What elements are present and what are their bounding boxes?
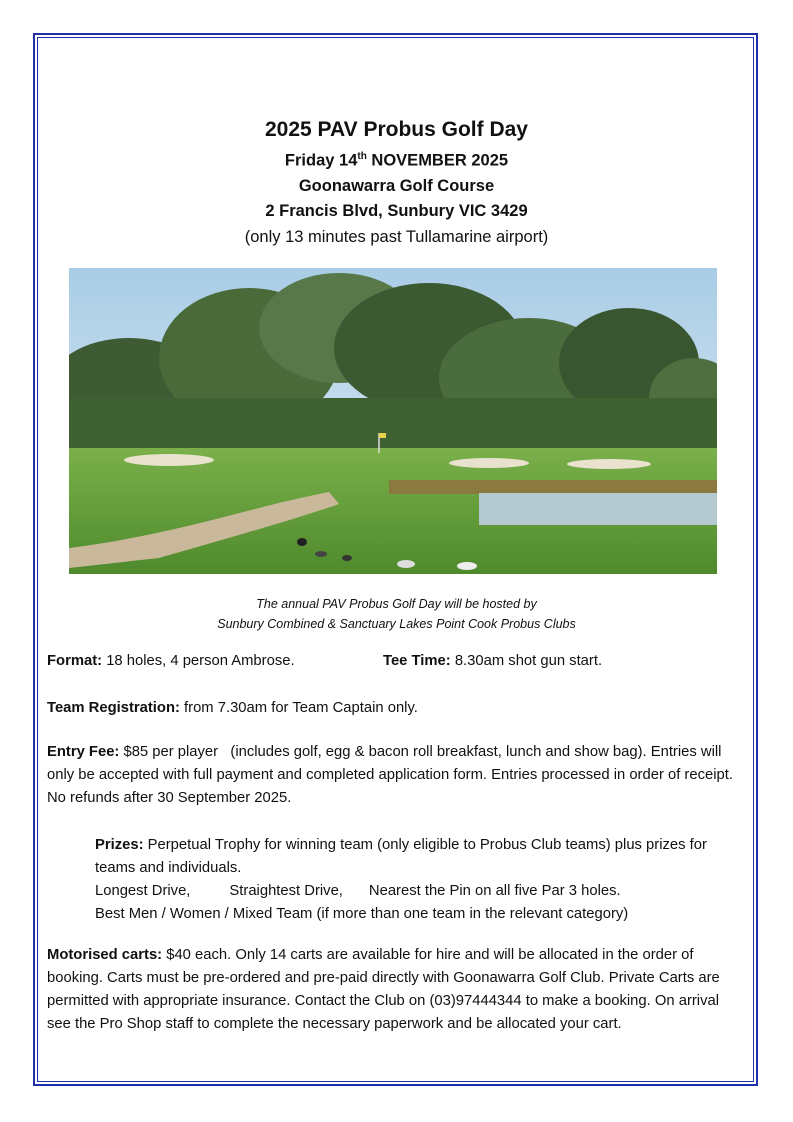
format-text: 18 holes, 4 person Ambrose. [102, 653, 295, 669]
event-venue: Goonawarra Golf Course [298, 176, 495, 195]
event-date-ordinal: th [357, 151, 367, 162]
prizes-text: Perpetual Trophy for winning team (only eligible to Probus Club teams) plus prizes for teams and individuals. [95, 837, 707, 876]
prize-nearest-pin: Nearest the Pin on all five Par 3 holes. [368, 883, 621, 899]
motorised-carts [47, 944, 737, 1036]
tee-time-label: Tee Time: [383, 653, 451, 669]
event-date-month-year: NOVEMBER 2025 [366, 151, 509, 170]
prize-straightest-drive: Straightest Drive, [229, 883, 343, 899]
caption-line-1: The annual PAV Probus Golf Day will be hosted by [256, 597, 537, 611]
registration-label: Team Registration: [47, 700, 180, 716]
prizes-label: Prizes: [95, 837, 144, 853]
prize-longest-drive: Longest Drive, [95, 883, 191, 899]
event-location-note: (only 13 minutes past Tullamarine airport) [244, 227, 549, 246]
carts-label: Motorised carts: [47, 947, 163, 963]
prizes-teams: Best Men / Women / Mixed Team (if more than one team in the relevant category) [95, 906, 629, 922]
prizes [95, 834, 735, 926]
format-line [47, 650, 737, 673]
photo-caption [60, 594, 733, 634]
event-header [40, 116, 753, 250]
golf-course-photo [69, 268, 717, 574]
registration-text: from 7.30am for Team Captain only. [179, 700, 418, 716]
format-label: Format: [47, 653, 103, 669]
entry-fee-text: $85 per player (includes golf, egg & bacon roll breakfast, lunch and show bag). Entries will only be accepted with full payment and completed application form. Entries processed in order of receipt. No refunds after 30 September 2025. [47, 744, 738, 806]
team-registration [47, 697, 737, 720]
event-date-day: Friday 14 [284, 151, 358, 170]
entry-fee [47, 741, 737, 810]
tee-time-text: 8.30am shot gun start. [450, 653, 603, 669]
prizes-individual [95, 880, 735, 903]
prizes-intro [95, 834, 735, 880]
caption-line-2: Sunbury Combined & Sanctuary Lakes Point Cook Probus Clubs [217, 617, 576, 631]
event-address: 2 Francis Blvd, Sunbury VIC 3429 [265, 201, 528, 220]
entry-fee-label: Entry Fee: [47, 744, 120, 760]
tee-time [383, 650, 602, 673]
carts-text: $40 each. Only 14 carts are available for hire and will be allocated in the order of booking. Carts must be pre-ordered and pre-paid directly with Goonawarra Golf Club. Private Carts are permitted with appropriate insurance. Contact the Club on (03)97444344 to make a booking. On arrival see the Pro Shop staff to complete the necessary paperwork and be allocated your cart. [47, 947, 720, 1032]
event-title: 2025 PAV Probus Golf Day [265, 118, 528, 141]
event-date [40, 144, 753, 174]
